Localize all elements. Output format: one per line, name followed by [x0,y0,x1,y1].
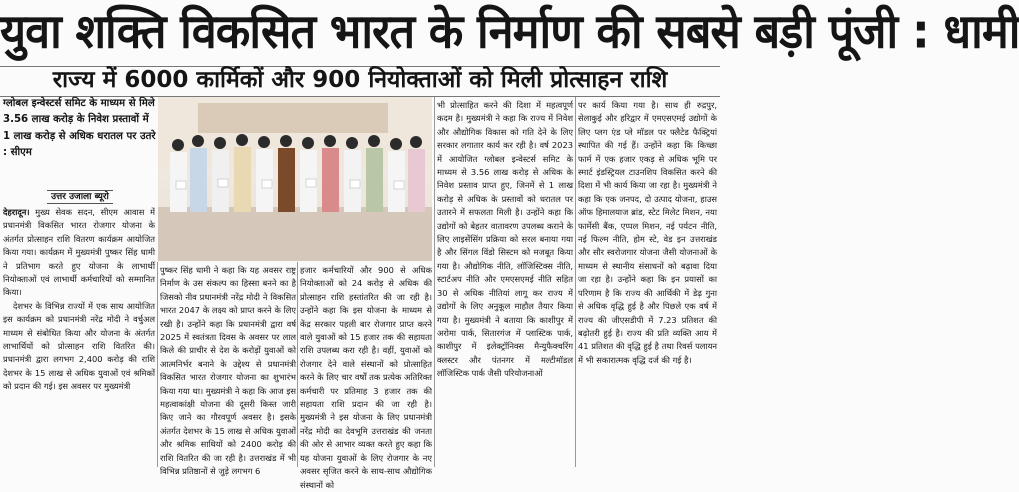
byline [3,190,157,204]
column-4-text: भी प्रोत्साहित करने की दिशा में महत्वपूर्ण कदम है। मुख्यमंत्री ने कहा कि राज्य में निवेश और औद्योगिक विकास को गति देने के लिए सरकार लगातार कार्य कर रही है। वर्ष 2023 में आयोजित ग्लोबल इन्वेस्टर्स समिट के माध्यम से 3.56 लाख करोड़ से अधिक के निवेश प्रस्ताव प्राप्त हुए, जिनमें से 1 लाख करोड़ से अधिक के प्रस्तावों को धरातल पर उतारने में सफलता मिली है। उन्होंने कहा कि उद्योगों को बेहतर वातावरण उपलब्ध कराने के लिए लाइसेंसिंग प्रक्रिया को सरल बनाया गया है और सिंगल विंडो सिस्टम को मजबूत किया गया है। औद्योगिक नीति, लॉजिस्टिक्स नीति, स्टार्टअप नीति और एमएसएमई नीति सहित 30 से अधिक नीतियां लागू कर राज्य में उद्योगों के लिए अनुकूल माहौल तैयार किया गया है। मुख्यमंत्री ने बताया कि काशीपुर में अरोमा पार्क, सितारगंज में प्लास्टिक पार्क, काशीपुर में इलेक्ट्रॉनिक्स मैन्युफैक्चरिंग क्लस्टर और पंतनगर में मल्टीमॉडल लॉजिस्टिक पार्क जैसी परियोजनाओं [437,100,573,379]
column-divider [297,262,298,467]
headline: युवा शक्ति विकसित भारत के निर्माण की सबसे बड़ी पूंजी : धामी [0,3,1019,60]
subheadline: राज्य में 6000 कार्मिकों और 900 नियोक्ताओं को मिली प्रोत्साहन राशि [52,67,668,93]
column-divider [434,97,435,467]
lead-paragraph-text: मुख्य सेवक सदन, सीएम आवास में प्रधानमंत्री विकसित भारत रोजगार योजना के अंतर्गत प्रोत्साहन राशि वितरण कार्यक्रम आयोजित किया गया। कार्यक्रम में मुख्यमंत्री पुष्कर सिंह धामी ने प्रतिभाग करते हुए योजना के लाभार्थी नियोक्ताओं एवं लाभार्थी कर्मचारियों को सम्मानित किया। [3,207,155,298]
column-2 [160,264,296,477]
column-divider [575,97,576,467]
dateline: देहरादून। [3,207,30,217]
lead-paragraph [3,206,155,300]
column-divider [157,262,158,467]
summit-highlight: ग्लोबल इन्वेस्टर्स समिट के माध्यम से मिले 3.56 लाख करोड़ के निवेश प्रस्तावों में 1 लाख करोड़ से अधिक धरातल पर उतरे : सीएम [3,98,156,158]
group-photo-illustration [158,97,432,261]
column-1-paragraph-2: देशभर के विभिन्न राज्यों में एक साथ आयोजित इस कार्यक्रम को प्रधानमंत्री नरेंद्र मोदी ने वर्चुअल माध्यम से संबोधित किया और योजना के अंतर्गत लाभार्थियों को प्रोत्साहन राशि वितरित की। प्रधानमंत्री द्वारा लगभग 2,400 करोड़ की राशि देशभर के 15 लाख से अधिक युवाओं एवं श्रमिकों को प्रदान की गई। इस अवसर पर मुख्यमंत्री [3,300,155,392]
column-5-text: पर कार्य किया गया है। साथ ही रुद्रपुर, सेलाकुई और हरिद्वार में एमएसएमई उद्योगों के लिए प्लग एंड प्ले मॉडल पर फ्लैटेड फैक्ट्रियां स्थापित की गई हैं। उन्होंने कहा कि किच्छा फार्म में एक हजार एकड़ से अधिक भूमि पर स्मार्ट इंडस्ट्रियल टाउनशिप विकसित करने की दिशा में भी कार्य किया जा रहा है। मुख्यमंत्री ने कहा कि एक जनपद, दो उत्पाद योजना, हाउस ऑफ हिमालयाज ब्रांड, स्टेट मिलेट मिशन, नया फार्मेसी बैंक, एप्पल मिशन, नई पर्यटन नीति, नई फिल्म नीति, होम स्टे, वेड इन उत्तराखंड और सौर स्वरोजगार योजना जैसी योजनाओं के माध्यम से स्थानीय संसाधनों को बढ़ावा दिया जा रहा है। उन्होंने कहा कि इन प्रयासों का परिणाम है कि राज्य की आर्थिकी में डेढ़ गुना से अधिक वृद्धि हुई है और पिछले एक वर्ष में राज्य की जीएसडीपी में 7.23 प्रतिशत की बढ़ोतरी हुई है। राज्य की प्रति व्यक्ति आय में 41 प्रतिशत की वृद्धि हुई है तथा रिवर्स पलायन में भी सकारात्मक वृद्धि दर्ज की गई है। [578,100,717,365]
column-4 [437,99,573,467]
column-3-text: हजार कर्मचारियों और 900 से अधिक नियोक्ताओं को 24 करोड़ से अधिक की प्रोत्साहन राशि हस्तांतरित की जा रही है। उन्होंने कहा कि इस योजना के माध्यम से केंद्र सरकार पहली बार रोजगार प्राप्त करने वाले युवाओं को 15 हजार तक की सहायता राशि उपलब्ध करा रही है। वहीं, युवाओं को रोजगार देने वाले संस्थानों को प्रोत्साहित करने के लिए चार वर्षों तक प्रत्येक अतिरिक्त कर्मचारी पर प्रतिमाह 3 हजार तक की सहायता राशि प्रदान की जा रही है। मुख्यमंत्री ने इस योजना के लिए प्रधानमंत्री नरेंद्र मोदी का देवभूमि उत्तराखंड की जनता की ओर से आभार व्यक्त करते हुए कहा कि यह योजना युवाओं के लिए रोजगार के नए अवसर सृजित करने के साथ-साथ औद्योगिक संस्थानों को [300,265,432,490]
column-1 [3,206,155,467]
column-5 [578,99,717,467]
byline-text: उत्तर उजाला ब्यूरो [47,190,113,204]
column-2-text: पुष्कर सिंह धामी ने कहा कि यह अवसर राष्ट्र निर्माण के उस संकल्प का हिस्सा बनने का है जिसको नीव प्रधानमंत्री नरेंद्र मोदी ने विकसित भारत 2047 के लक्ष्य को प्राप्त करने के लिए रखी है। उन्होंने कहा कि प्रधानमंत्री द्वारा वर्ष 2025 में स्वतंत्रता दिवस के अवसर पर लाल किले की प्राचीर से देश के करोड़ों युवाओं को आत्मनिर्भर बनाने के उद्देश्य से प्रधानमंत्री विकसित भारत रोजगार योजना का शुभारंभ किया गया था। मुख्यमंत्री ने कहा कि आज इस महत्वाकांक्षी योजना की दूसरी किस्त जारी किए जाने का गौरवपूर्ण अवसर है। इसके अंतर्गत देशभर के 15 लाख से अधिक युवाओं और श्रमिक साथियों को 2400 करोड़ की राशि वितरित की जा रही है। उत्तराखंड में भी विभिन्न प्रतिष्ठानों से जुड़े लगभग 6 [160,265,296,477]
column-3 [300,264,432,490]
event-photo [158,97,432,261]
